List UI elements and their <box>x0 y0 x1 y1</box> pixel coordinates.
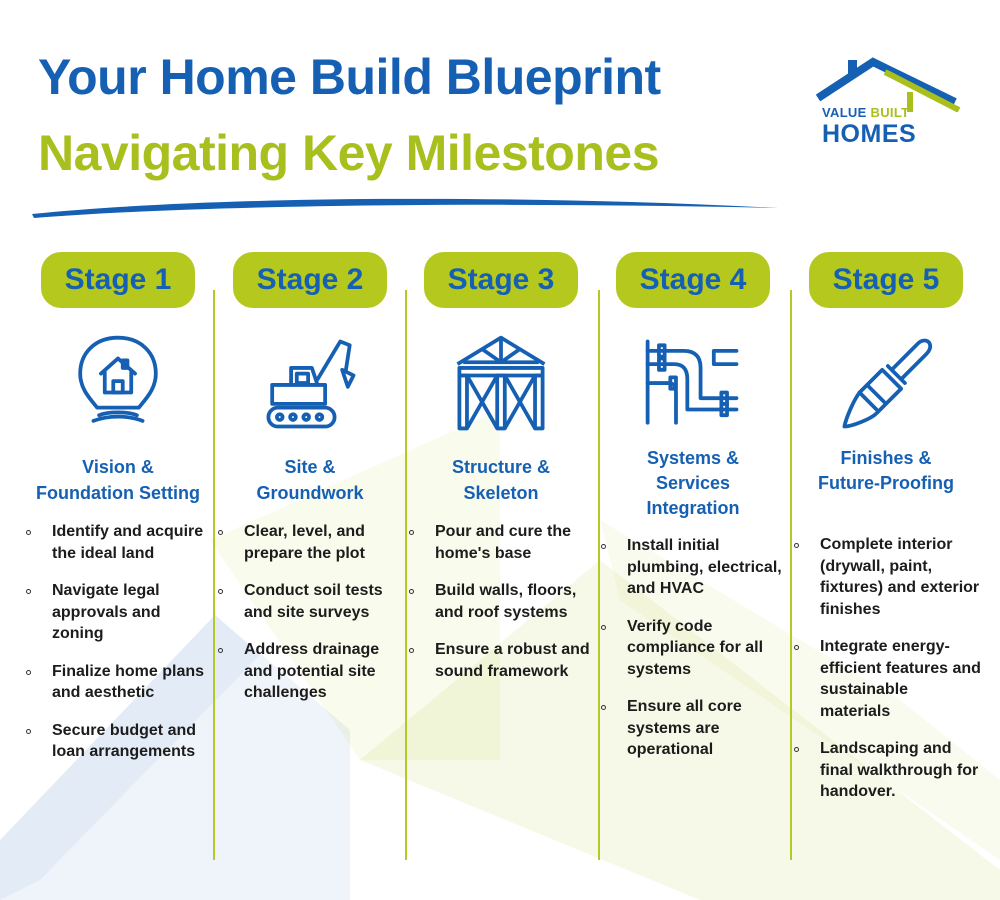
stage-1-task-list <box>22 521 214 763</box>
stage-column-2 <box>214 252 406 720</box>
list-item: Ensure a robust and sound framework <box>405 639 597 682</box>
house-lightbulb-icon <box>68 332 168 436</box>
list-item: Build walls, floors, and roof systems <box>405 580 597 623</box>
list-item: Address drainage and potential site challenges <box>214 639 406 704</box>
list-item: Verify code compliance for all systems <box>597 616 789 681</box>
stage-4-title: Systems & Services Integration <box>646 448 740 518</box>
list-item: Pour and cure the home's base <box>405 521 597 564</box>
stage-column-4 <box>597 252 789 777</box>
page-title: Your Home Build Blueprint <box>38 49 661 105</box>
list-item: Secure budget and loan arrangements <box>22 720 214 763</box>
logo-roof-icon <box>815 52 965 112</box>
stage-5-task-list <box>790 534 982 803</box>
logo-wordmark-top <box>822 106 909 119</box>
excavator-icon <box>260 332 360 436</box>
list-item: Integrate energy-efficient features and sustainable materials <box>790 636 982 722</box>
stage-5-badge[interactable]: Stage 5 <box>809 252 963 308</box>
list-item: Navigate legal approvals and zoning <box>22 580 214 645</box>
stage-column-5 <box>790 252 982 819</box>
stage-2-title: Site & Groundwork <box>256 457 364 503</box>
list-item: Clear, level, and prepare the plot <box>214 521 406 564</box>
logo-word-homes: HOMES <box>822 120 917 148</box>
stage-column-3 <box>405 252 597 698</box>
stage-3-title: Structure & Skeleton <box>451 457 550 503</box>
list-item: Identify and acquire the ideal land <box>22 521 214 564</box>
stage-5-title: Finishes & Future-Proofing <box>818 448 954 493</box>
list-item: Complete interior (drywall, paint, fixtures) and exterior finishes <box>790 534 982 620</box>
list-item: Ensure all core systems are operational <box>597 696 789 761</box>
stage-4-task-list <box>597 535 789 761</box>
stage-column-1 <box>22 252 214 779</box>
stage-2-task-list <box>214 521 406 704</box>
list-item: Install initial plumbing, electrical, and HVAC <box>597 535 789 600</box>
stage-1-badge[interactable]: Stage 1 <box>41 252 195 308</box>
stage-2-badge[interactable]: Stage 2 <box>233 252 387 308</box>
title-underline-swoosh <box>30 192 780 222</box>
stage-4-badge[interactable]: Stage 4 <box>616 252 770 308</box>
logo-word-value: VALUE <box>822 105 867 120</box>
pipes-icon <box>643 332 743 436</box>
page-subtitle: Navigating Key Milestones <box>38 125 659 181</box>
house-frame-icon <box>451 332 551 436</box>
brand-logo <box>815 52 965 152</box>
stage-1-title: Vision & Foundation Setting <box>36 457 200 503</box>
stage-3-task-list <box>405 521 597 682</box>
paintbrush-icon <box>836 332 936 436</box>
list-item: Landscaping and final walkthrough for handover. <box>790 738 982 803</box>
logo-word-built: BUILT <box>870 105 910 120</box>
list-item: Finalize home plans and aesthetic <box>22 661 214 704</box>
stage-3-badge[interactable]: Stage 3 <box>424 252 578 308</box>
list-item: Conduct soil tests and site surveys <box>214 580 406 623</box>
